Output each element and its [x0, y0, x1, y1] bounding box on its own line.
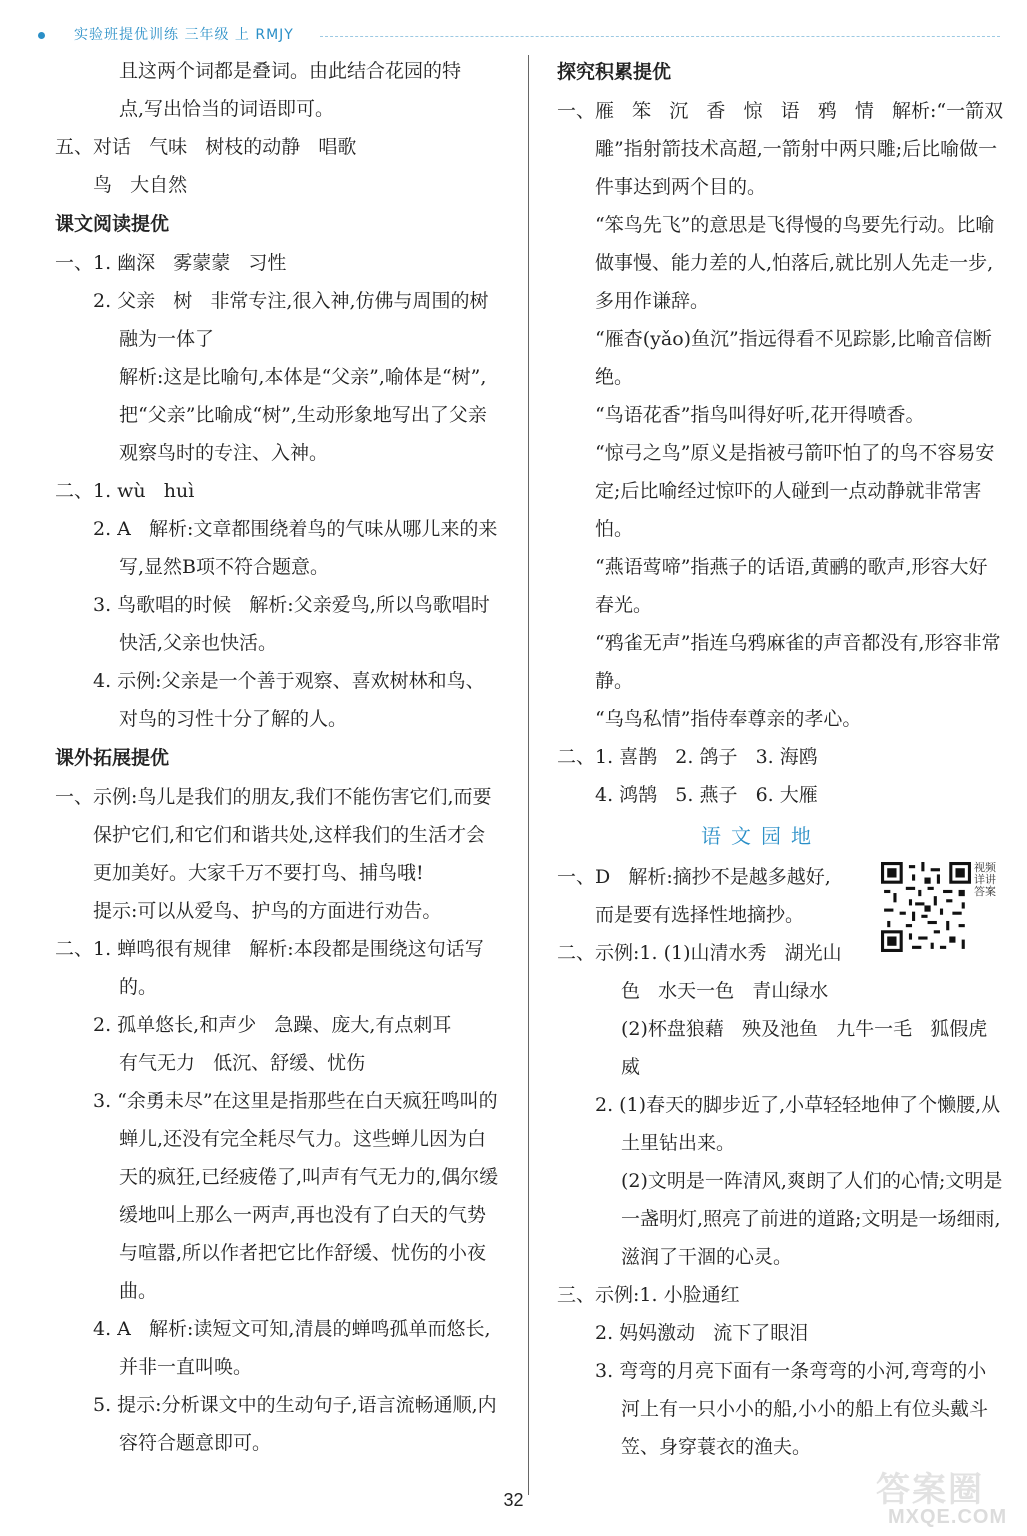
header-title: 实验班提优训练 三年级 上 RMJY — [74, 27, 294, 43]
answer-item: 4. 示例:父亲是一个善于观察、喜欢树林和鸟、对鸟的习性十分了解的人。 — [93, 670, 485, 730]
answer-item: 2. 孤单悠长,和声少 急躁、庞大,有点刺耳 — [93, 1014, 452, 1036]
header-rule — [320, 36, 1000, 37]
answer-item: (2)文明是一阵清风,爽朗了人们的心情;文明是一盏明灯,照亮了前进的道路;文明是一场细雨,滋润了干涸的心灵。 — [621, 1170, 1003, 1268]
answer-item: 3. 鸟歌唱的时候 解析:父亲爱鸟,所以鸟歌唱时快活,父亲也快活。 — [93, 594, 490, 654]
answer-item: 一、示例:鸟儿是我们的朋友,我们不能伤害它们,而要保护它们,和它们和谐共处,这样我们的生活才会更加美好。大家千万不要打鸟、捕鸟哦! — [55, 786, 492, 884]
page-number: 32 — [503, 1490, 524, 1510]
answer-item: 4. 鸿鹄 5. 燕子 6. 大雁 — [595, 784, 818, 806]
answer-item: 二、示例:1. (1)山清水秀 湖光山 — [557, 942, 842, 964]
watermark-url: MXQE.COM — [888, 1506, 1008, 1528]
answer-item: 二、1. 蝉鸣很有规律 解析:本段都是围绕这句话写的。 — [55, 938, 484, 998]
answer-item: “鸦雀无声”指连乌鸦麻雀的声音都没有,形容非常静。 — [595, 632, 1001, 692]
page-header — [30, 22, 1000, 46]
answer-item: 5. 提示:分析课文中的生动句子,语言流畅通顺,内容符合题意即可。 — [93, 1394, 497, 1454]
text-line: 五、对话 气味 树枝的动静 唱歌 — [55, 136, 357, 158]
answer-item: 提示:可以从爱鸟、护鸟的方面进行劝告。 — [93, 900, 442, 922]
answer-item: 而是要有选择性地摘抄。 — [595, 904, 805, 926]
answer-item: 2. (1)春天的脚步近了,小草轻轻地伸了个懒腰,从土里钻出来。 — [595, 1094, 1001, 1154]
answer-item: 3. “余勇未尽”在这里是指那些在白天疯狂鸣叫的蝉儿,还没有完全耗尽气力。这些蝉儿因为白天的疯狂,已经疲倦了,叫声有气无力的,偶尔缓缓地叫上那么一两声,再也没有了白天的气势与喧嚣,所以作者把它比作舒缓、忧伤的小夜曲。 — [93, 1090, 499, 1302]
section-heading: 探究积累提优 — [557, 61, 672, 83]
answer-item: 3. 弯弯的月亮下面有一条弯弯的小河,弯弯的小河上有一只小小的船,小小的船上有位头戴斗笠、身穿蓑衣的渔夫。 — [595, 1360, 989, 1458]
text-line: 鸟 大自然 — [93, 174, 188, 196]
answer-item: 2. 妈妈激动 流下了眼泪 — [595, 1322, 809, 1344]
answer-item: 一、雁 笨 沉 香 惊 语 鸦 情 解析:“一箭双雕”指射箭技术高超,一箭射中两只雕;后比喻做一件事达到两个目的。 — [557, 100, 1004, 198]
section-heading: 课外拓展提优 — [55, 747, 170, 769]
qr-code-icon[interactable] — [881, 862, 971, 952]
answer-item: “燕语莺啼”指燕子的话语,黄鹂的歌声,形容大好春光。 — [595, 556, 988, 616]
answer-item: 2. 父亲 树 非常专注,很入神,仿佛与周围的树融为一体了 — [93, 290, 489, 350]
answer-item: (2)杯盘狼藉 殃及池鱼 九牛一毛 狐假虎威 — [621, 1018, 988, 1078]
section-heading: 课文阅读提优 — [55, 213, 170, 235]
column-divider — [528, 55, 529, 1495]
answer-item: 一、1. 幽深 雾蒙蒙 习性 — [55, 252, 287, 274]
left-column — [55, 52, 503, 1462]
answer-item: “雁杳(yǎo)鱼沉”指远得看不见踪影,比喻音信断绝。 — [595, 328, 992, 388]
answer-item: 二、1. 喜鹊 2. 鸽子 3. 海鸥 — [557, 746, 818, 768]
watermark-text: 答案圈 — [876, 1470, 984, 1510]
answer-item: 解析:这是比喻句,本体是“父亲”,喻体是“树”,把“父亲”比喻成“树”,生动形象地写出了父亲观察鸟时的专注、入神。 — [119, 366, 487, 464]
answer-item: 4. A 解析:读短文可知,清晨的蝉鸣孤单而悠长,并非一直叫唤。 — [93, 1318, 491, 1378]
answer-item: 色 水天一色 青山绿水 — [621, 980, 829, 1002]
text-line: 且这两个词都是叠词。由此结合花园的特 — [119, 60, 462, 82]
answer-item: “鸟语花香”指鸟叫得好听,花开得喷香。 — [595, 404, 925, 426]
watermark — [876, 1462, 1016, 1532]
answer-item: “笨鸟先飞”的意思是飞得慢的鸟要先行动。比喻做事慢、能力差的人,怕落后,就比别人先走一步,多用作谦辞。 — [595, 214, 995, 312]
answer-item: 三、示例:1. 小脸通红 — [557, 1284, 740, 1306]
qr-caption: 视频详讲答案 — [974, 861, 996, 898]
answer-item: 有气无力 低沉、舒缓、忧伤 — [119, 1052, 366, 1074]
answer-item: 二、1. wù huì — [55, 480, 195, 502]
answer-item: “乌鸟私情”指侍奉尊亲的孝心。 — [595, 708, 862, 730]
text-line: 点,写出恰当的词语即可。 — [119, 98, 335, 120]
section-title: 语文园地 — [701, 824, 821, 848]
answer-item: 一、D 解析:摘抄不是越多越好, — [557, 866, 831, 888]
header-bullet-icon — [38, 32, 45, 39]
answer-item: “惊弓之鸟”原义是指被弓箭吓怕了的鸟不容易安定;后比喻经过惊吓的人碰到一点动静就非常害怕。 — [595, 442, 995, 540]
answer-item: 2. A 解析:文章都围绕着鸟的气味从哪儿来的来写,显然B项不符合题意。 — [93, 518, 498, 578]
right-column — [557, 52, 1005, 1466]
qr-code-block[interactable] — [881, 862, 1005, 952]
